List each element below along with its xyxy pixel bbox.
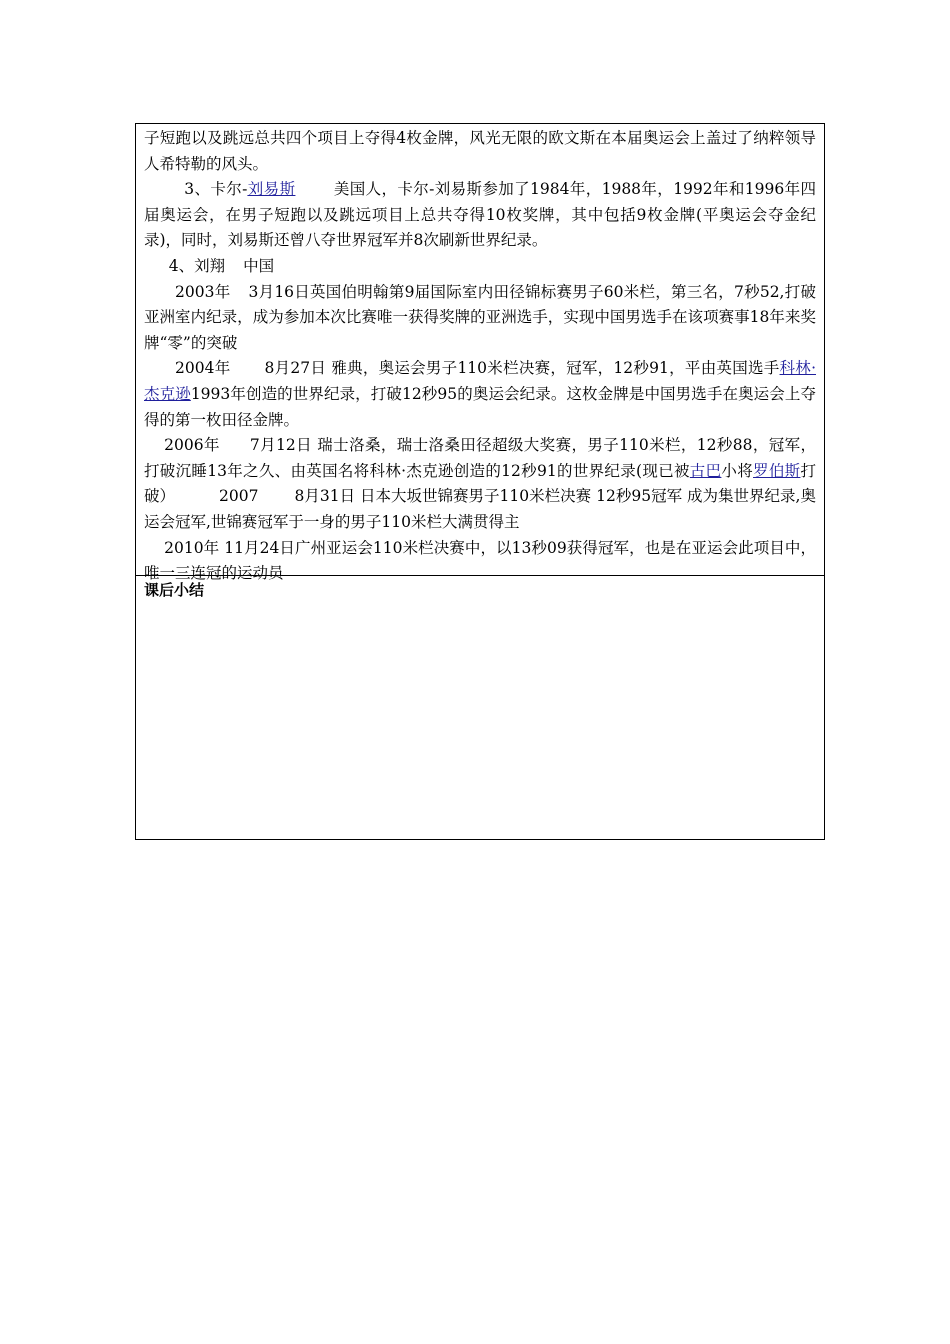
year-2006: 2006年 [164, 436, 220, 455]
summary-cell [136, 576, 824, 839]
text-2004-b: 1993年创造的世界纪录，打破12秒95的奥运会纪录。这枚金牌是中国男选手在奥运会上夺得的第一枚田径金牌。 [144, 384, 816, 429]
paragraph-lewis [144, 177, 816, 254]
liuxiang-num: 4、刘翔 [168, 256, 226, 275]
paragraph-2003 [144, 280, 816, 357]
lesson-table [135, 123, 825, 840]
text-2006: 7月12日 瑞士洛桑，瑞士洛桑田径超级大奖赛，男子110米栏，12秒88，冠军，打破沉睡13年之久、由英国名将科林·杰克逊创造的12秒91的世界纪录(现已被 [144, 436, 816, 480]
text-2006-mid: 小将 [721, 461, 754, 480]
lewis-link[interactable]: 刘易斯 [247, 180, 296, 199]
content-cell [136, 124, 824, 583]
year-2007: 2007 [219, 487, 259, 506]
paragraph-2006 [144, 433, 816, 535]
robles-link[interactable]: 罗伯斯 [753, 461, 801, 480]
year-2004: 2004年 [175, 359, 231, 378]
paragraph-liuxiang-heading [144, 254, 816, 280]
text-2003: 3月16日英国伯明翰第9届国际室内田径锦标赛男子60米栏，第三名，7秒52,打破亚洲室内纪录，成为参加本次比赛唯一获得奖牌的亚洲选手，实现中国男选手在该项赛事18年来奖牌“零”的突破 [144, 282, 816, 352]
paragraph-2010: 2010年 11月24日广州亚运会110米栏决赛中，以13秒09获得冠军，也是在亚运会此项目中，唯一三连冠的运动员 [144, 538, 816, 583]
lewis-prefix: 3、卡尔- [184, 180, 248, 199]
year-2003: 2003年 [175, 282, 231, 301]
lewis-text: 美国人，卡尔-刘易斯参加了1984年，1988年，1992年和1996年四届奥运会，在男子短跑以及跳远项目上总共夺得10枚奖牌，其中包括9枚金牌(平奥运会夺金纪录)，同时，刘易斯还曾八夺世界冠军并8次刷新世界纪录。 [144, 180, 816, 250]
text-2007: 8月31日 日本大坂世锦赛男子110米栏决赛 12秒95冠军 成为集世界纪录,奥运会冠军,世锦赛冠军于一身的男子110米栏大满贯得主 [144, 487, 816, 531]
text-2006-b: 打破） [144, 461, 816, 506]
liuxiang-country: 中国 [243, 256, 275, 275]
colin-jackson-link[interactable]: 科林·杰克逊 [144, 359, 816, 403]
cuba-link[interactable]: 古巴 [689, 461, 722, 480]
summary-heading: 课后小结 [144, 581, 205, 599]
paragraph-owens: 子短跑以及跳远总共四个项目上夺得4枚金牌，风光无限的欧文斯在本届奥运会上盖过了纳粹领导人希特勒的风头。 [144, 129, 816, 173]
paragraph-2004 [144, 356, 816, 433]
text-2004: 8月27日 雅典，奥运会男子110米栏决赛，冠军，12秒91，平由英国选手 [264, 359, 780, 378]
